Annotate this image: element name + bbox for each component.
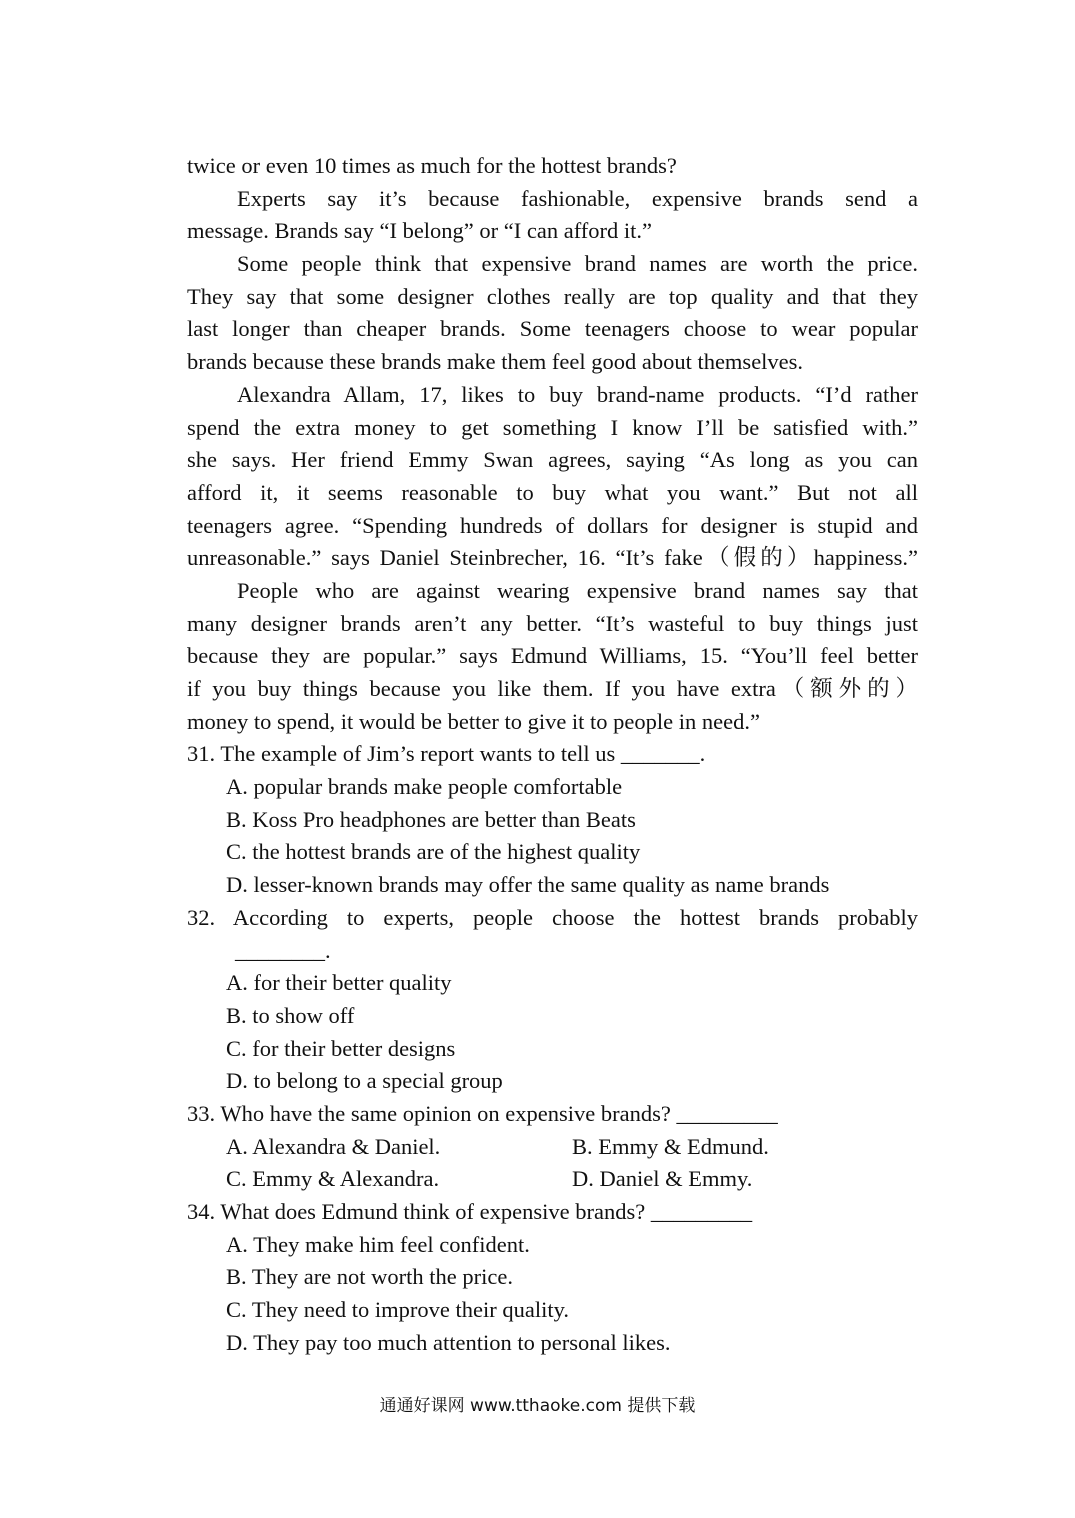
passage-line: People who are against wearing expensive brand names say that [237,577,918,603]
answer-option: B. Emmy & Edmund. [572,1133,769,1159]
answer-option: C. Emmy & Alexandra. [226,1166,440,1192]
question-stem: 34. What does Edmund think of expensive brands? _________ [187,1199,753,1224]
passage-line: if you buy things because you like them. If you have extra（额外的） [187,676,918,701]
passage-line: Alexandra Allam, 17, likes to buy brand-name products. “I’d rather [237,381,918,407]
passage-line: brands because these brands make them feel good about themselves. [187,349,804,375]
answer-option: A. Alexandra & Daniel. [226,1133,441,1159]
page-footer: 通通好课网 www.tthaoke.com 提供下载 [379,1396,696,1416]
answer-option: B. to show off [226,1002,355,1028]
passage-line: afford it, it seems reasonable to buy what you want.” But not all [187,479,918,505]
question-31 [187,738,918,901]
question-stem: 33. Who have the same opinion on expensive brands? _________ [187,1100,778,1126]
passage-line: many designer brands aren’t any better. “It’s wasteful to buy things just [187,610,918,636]
answer-option: A. popular brands make people comfortable [226,774,623,800]
answer-blank: ________. [235,937,331,963]
answer-option: C. for their better designs [226,1035,456,1061]
answer-option: C. the hottest brands are of the highest quality [226,839,641,865]
passage-line: unreasonable.” says Daniel Steinbrecher, 16. “It’s fake（假的）happiness.” [187,545,918,571]
answer-option: B. They are not worth the price. [226,1264,513,1290]
question-33 [187,1098,918,1196]
answer-option: D. lesser-known brands may offer the same quality as name brands [226,872,830,898]
passage-line: twice or even 10 times as much for the hottest brands? [187,153,677,178]
answer-options-row [187,1131,918,1164]
answer-option: C. They need to improve their quality. [226,1297,570,1323]
passage-line: she says. Her friend Emmy Swan agrees, saying “As long as you can [187,447,918,473]
question-34 [187,1196,918,1359]
answer-option: D. Daniel & Emmy. [572,1166,753,1192]
answer-options-row [187,1163,918,1196]
question-32 [187,902,918,1098]
passage-line: spend the extra money to get something I know I’ll be satisfied with.” [187,414,918,440]
question-stem: 31. The example of Jim’s report wants to tell us _______. [187,741,706,767]
answer-option: D. to belong to a special group [226,1068,503,1094]
passage-line: teenagers agree. “Spending hundreds of dollars for designer is stupid and [187,512,918,538]
text-block [187,150,918,1359]
passage [187,150,918,738]
passage-line: money to spend, it would be better to give it to people in need.” [187,708,760,734]
passage-line: Experts say it’s because fashionable, expensive brands send a [237,185,918,211]
answer-option: A. for their better quality [226,970,452,996]
answer-option: D. They pay too much attention to personal likes. [226,1329,671,1355]
passage-line: They say that some designer clothes really are top quality and that they [187,283,918,309]
passage-line: last longer than cheaper brands. Some teenagers choose to wear popular [187,316,918,342]
answer-option: B. Koss Pro headphones are better than Beats [226,806,636,832]
question-stem: 32. According to experts, people choose the hottest brands probably [187,904,918,930]
passage-line: Some people think that expensive brand names are worth the price. [237,251,918,277]
passage-line: because they are popular.” says Edmund Williams, 15. “You’ll feel better [187,643,918,669]
passage-line: message. Brands say “I belong” or “I can afford it.” [187,218,653,244]
answer-option: A. They make him feel confident. [226,1231,530,1257]
